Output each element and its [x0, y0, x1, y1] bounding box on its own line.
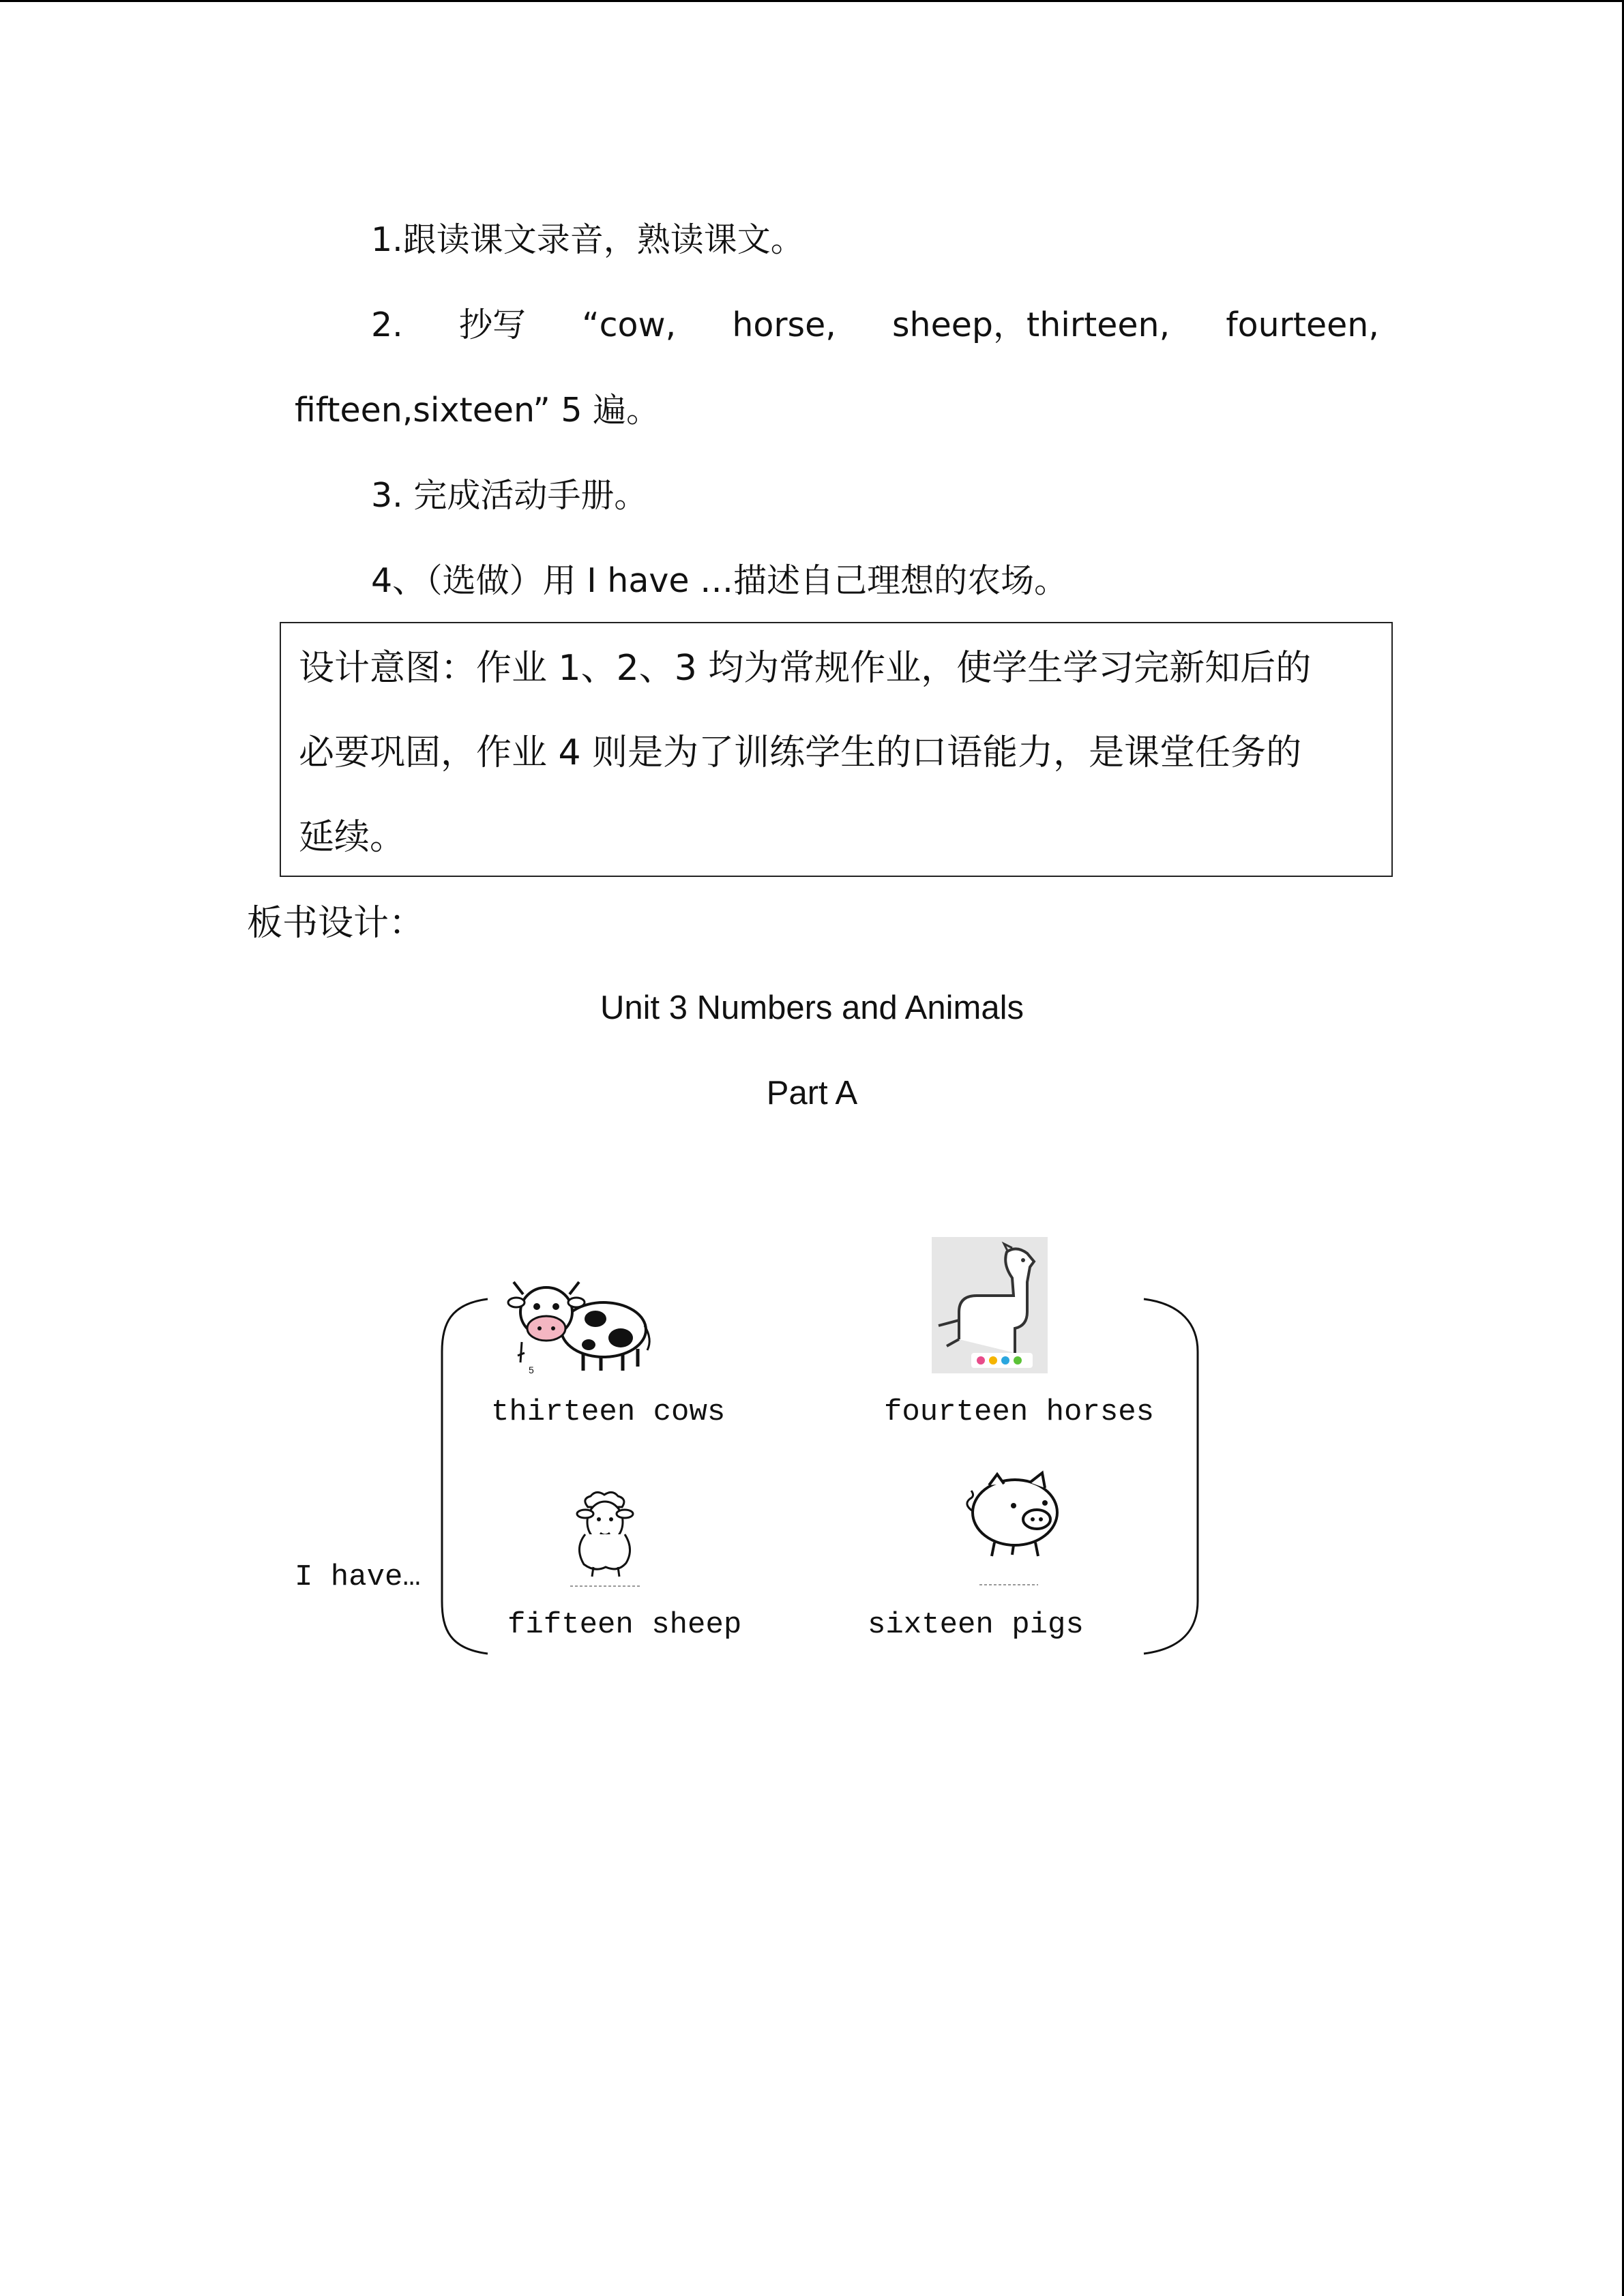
label-thirteen-cows: thirteen cows	[491, 1395, 726, 1429]
homework-item-2-part: fourteen,	[1226, 305, 1379, 344]
label-fourteen-horses: fourteen horses	[884, 1395, 1155, 1429]
sheep-icon	[561, 1487, 649, 1589]
homework-item-3: 3. 完成活动手册。	[371, 476, 648, 515]
homework-item-1: 1.跟读课文录音，熟读课文。	[371, 220, 804, 259]
left-bracket	[437, 1297, 491, 1656]
label-i-have: I have…	[295, 1560, 421, 1594]
label-fifteen-sheep: fifteen sheep	[507, 1608, 742, 1642]
design-intent-box	[280, 622, 1393, 877]
homework-item-2-continued: fifteen,sixteen” 5 遍。	[295, 391, 660, 430]
board-title: Unit 3 Numbers and Animals	[600, 989, 1024, 1026]
homework-item-2	[371, 305, 1379, 346]
board-subtitle: Part A	[766, 1075, 858, 1112]
cow-icon	[508, 1274, 651, 1375]
homework-item-4: 4、（选做）用 I have …描述自己理想的农场。	[371, 561, 1068, 600]
svg-text:5: 5	[529, 1365, 534, 1375]
label-sixteen-pigs: sixteen pigs	[868, 1608, 1084, 1642]
design-intent-line-3: 延续。	[299, 817, 406, 858]
design-intent-line-2: 必要巩固，作业 4 则是为了训练学生的口语能力，是课堂任务的	[299, 732, 1302, 773]
board-design-heading: 板书设计：	[247, 903, 425, 944]
design-intent-line-1: 设计意图：作业 1、2、3 均为常规作业，使学生学习完新知后的	[299, 648, 1312, 689]
homework-item-2-part: horse,	[732, 305, 836, 344]
right-bracket	[1140, 1297, 1203, 1656]
homework-item-2-part: 抄写	[458, 305, 526, 344]
page-top-border	[0, 0, 1624, 2]
pig-icon	[949, 1465, 1079, 1587]
homework-item-2-part: “cow,	[582, 305, 677, 344]
horse-icon	[932, 1237, 1048, 1373]
homework-item-2-part: sheep，thirteen,	[892, 305, 1170, 344]
homework-item-2-part: 2.	[371, 305, 403, 344]
